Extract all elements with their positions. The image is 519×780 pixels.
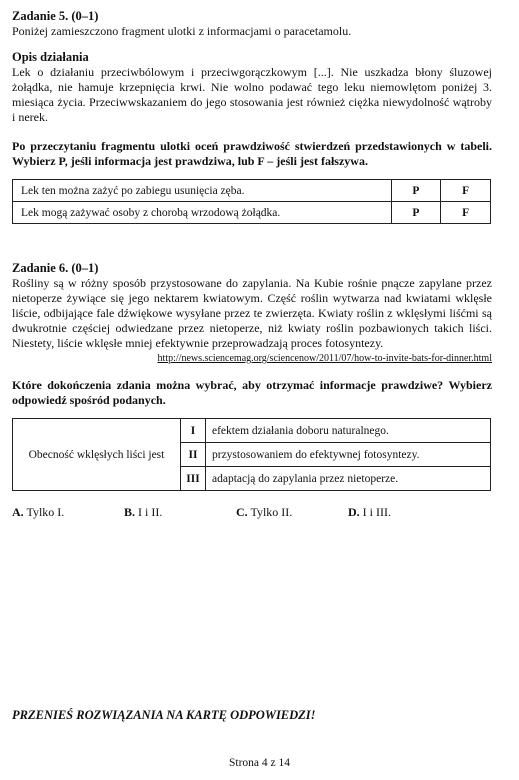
sentence-stem: Obecność wklęsłych liści jest	[13, 419, 181, 491]
table-row	[13, 202, 491, 224]
task6-question: Które dokończenia zdania można wybrać, aby otrzymać informacje prawdziwe? Wybierz odpowiedź spośród podanych.	[12, 378, 492, 407]
option-number: II	[181, 443, 206, 467]
source-link[interactable]: http://news.sciencemag.org/sciencenow/2011/07/how-to-invite-bats-for-dinner.html	[157, 353, 492, 364]
task6-header: Zadanie 6. (0–1)	[12, 261, 99, 275]
option-text: adaptacją do zapylania przez nietoperze.	[206, 467, 491, 491]
task5-instruction: Po przeczytaniu fragmentu ulotki oceń prawdziwość stwierdzeń przedstawionych w tabeli. Wybierz P, jeśli informacja jest prawdziwa, lub F – jeśli jest fałszywa.	[12, 139, 492, 168]
statement-cell: Lek ten można zażyć po zabiegu usunięcia zęba.	[13, 180, 392, 202]
option-p[interactable]: P	[391, 202, 441, 224]
option-number: I	[181, 419, 206, 443]
transfer-answers-note: PRZENIEŚ ROZWIĄZANIA NA KARTĘ ODPOWIEDZI!	[12, 708, 316, 722]
option-number: III	[181, 467, 206, 491]
answer-d[interactable]: D. I i III.	[348, 505, 391, 519]
answer-c[interactable]: C. Tylko II.	[236, 505, 293, 519]
answer-b[interactable]: B. I i II.	[124, 505, 163, 519]
table-row	[13, 419, 491, 443]
page-number: Strona 4 z 14	[228, 757, 290, 769]
answer-choices	[12, 505, 492, 520]
task5-header: Zadanie 5. (0–1)	[12, 9, 99, 23]
option-f[interactable]: F	[441, 180, 491, 202]
exam-page	[12, 8, 492, 520]
task5-intro: Poniżej zamieszczono fragment ulotki z informacjami o paracetamolu.	[12, 24, 352, 38]
sentence-completion-table	[12, 418, 491, 491]
leaflet-section-text: Lek o działaniu przeciwbólowym i przeciwgorączkowym [...]. Nie uszkadza błony śluzowej żołądka, nie hamuje krzepnięcia krwi. Nie wolno podawać tego leku niemowlętom poniżej 3. miesiąca życia. Przeciwwskazaniem do jego stosowania jest również ciężka niewydolność wątroby i nerek.	[12, 65, 492, 124]
task6-text: Rośliny są w różny sposób przystosowane do zapylania. Na Kubie rośnie pnącze zapylane przez nietoperze żywiące się jego nektarem kwiatowym. Część roślin wytwarza nad kwiatami wklęsłe liście, odbijające fale dźwiękowe wysyłane przez te zwierzęta. Kwiaty roślin z wklęsłymi liśćmi są dwukrotnie częściej odwiedzane przez nietoperze, niż kwiaty roślin pozbawionych takich liści. Niestety, liście wklęsłe mniej efektywnie przeprowadzają proces fotosyntezy.	[12, 276, 492, 350]
option-text: przystosowaniem do efektywnej fotosyntezy.	[206, 443, 491, 467]
answer-a[interactable]: A. Tylko I.	[12, 505, 65, 519]
table-row	[13, 180, 491, 202]
option-text: efektem działania doboru naturalnego.	[206, 419, 491, 443]
statement-cell: Lek mogą zażywać osoby z chorobą wrzodową żołądka.	[13, 202, 392, 224]
true-false-table	[12, 179, 491, 224]
option-f[interactable]: F	[441, 202, 491, 224]
leaflet-section-title: Opis działania	[12, 50, 89, 64]
option-p[interactable]: P	[391, 180, 441, 202]
